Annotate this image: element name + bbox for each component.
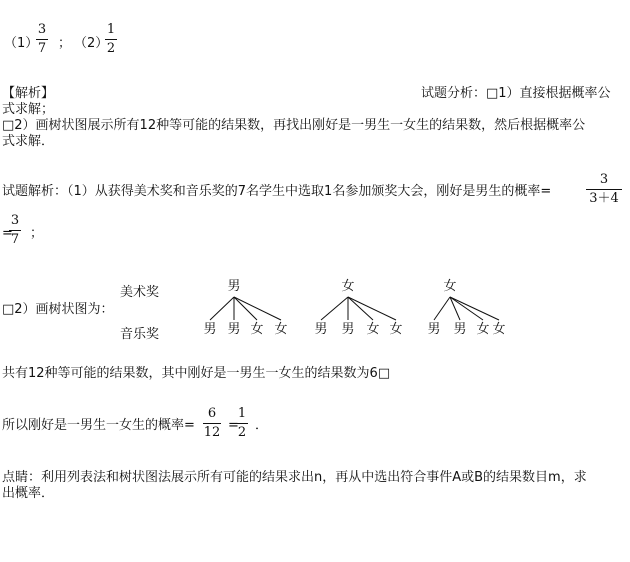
fraction-numerator: 3: [10, 213, 20, 228]
fraction-denominator: 3＋4: [589, 191, 619, 206]
result-line1: 共有12种等可能的结果数，其中刚好是一男生一女生的结果数为6□: [2, 366, 391, 381]
answer-part1-label: （1）: [4, 36, 39, 51]
tip-line2: 出概率．: [2, 486, 55, 501]
result-equals: =: [228, 418, 239, 433]
tree-branch-line: [434, 297, 450, 320]
analysis-heading: 试题分析：□1）直接根据概率公: [421, 86, 611, 101]
fraction-denominator: 7: [10, 232, 20, 247]
analysis-line4: 式求解．: [2, 134, 55, 149]
fraction-numerator: 3: [599, 172, 609, 187]
tree-row-label-music: 音乐奖: [120, 327, 160, 340]
tree-branch-line: [234, 297, 257, 320]
fraction-denominator: 7: [37, 41, 47, 56]
analysis-tag: 【解析】: [2, 86, 55, 101]
fraction-numerator: 6: [207, 406, 217, 421]
tree-groups: [203, 279, 505, 337]
tree-leaf-node: 男: [453, 322, 467, 337]
fraction-denominator: 12: [203, 425, 221, 440]
tree-leaf-node: 男: [314, 322, 328, 337]
tree-branch-line: [348, 297, 396, 320]
fraction-bar: [9, 230, 21, 231]
solution-fraction-1: [586, 172, 622, 207]
tree-leaf-node: 男: [427, 322, 441, 337]
result-prob-text: 所以刚好是一男生一女生的概率=: [2, 418, 195, 433]
tree-branch-line: [210, 297, 234, 320]
tree-leaf-node: 女: [250, 322, 264, 337]
fraction-bar: [105, 39, 117, 40]
analysis-line2: 式求解；: [2, 102, 55, 117]
solution-semicolon: ；: [30, 226, 44, 241]
tree-branch-line: [234, 297, 281, 320]
fraction-bar: [203, 423, 221, 424]
solution-equals: =: [2, 226, 13, 241]
result-fraction-1: [203, 406, 221, 441]
tree-leaf-node: 女: [476, 322, 490, 337]
fraction-denominator: 2: [237, 425, 247, 440]
tip-line1: 点睛：利用列表法和树状图法展示所有可能的结果求出n，再从中选出符合事件A或B的结果数目m，求: [2, 470, 587, 485]
tree-leaf-node: 女: [366, 322, 380, 337]
answer-separator: ；: [58, 36, 72, 51]
tree-row-label-art: 美术奖: [120, 285, 160, 300]
analysis-line3: □2）画树状图展示所有12种等可能的结果数，再找出刚好是一男生一女生的结果数，然后根据概率公: [2, 118, 586, 133]
result-period: ．: [255, 418, 269, 433]
tree-leaf-node: 女: [389, 322, 403, 337]
answer-part2-fraction: [105, 22, 117, 57]
tree-root-node: 女: [341, 279, 355, 294]
tree-leaf-node: 男: [341, 322, 355, 337]
answer-part1-fraction: [36, 22, 48, 57]
fraction-bar: [36, 39, 48, 40]
fraction-numerator: 1: [106, 22, 116, 37]
fraction-numerator: 1: [237, 406, 247, 421]
fraction-bar: [236, 423, 248, 424]
tree-branch-line: [321, 297, 348, 320]
tree-leaf-node: 女: [492, 322, 506, 337]
solution-part2-prefix: □2）画树状图为：: [2, 302, 114, 317]
fraction-numerator: 3: [37, 22, 47, 37]
tree-root-node: 女: [443, 279, 457, 294]
answer-part2-label: （2）: [74, 36, 109, 51]
tree-root-node: 男: [227, 279, 241, 294]
result-fraction-2: [236, 406, 248, 441]
tree-leaf-node: 男: [203, 322, 217, 337]
tree-branch-line: [450, 297, 499, 320]
tree-leaf-node: 男: [227, 322, 241, 337]
tree-leaf-node: 女: [274, 322, 288, 337]
solution-intro: 试题解析：（1）从获得美术奖和音乐奖的7名学生中选取1名参加颁奖大会，刚好是男生的概率=: [2, 184, 552, 199]
fraction-bar: [586, 189, 622, 190]
solution-fraction-2: [9, 213, 21, 248]
tree-diagram: [0, 270, 630, 340]
tree-branch-line: [348, 297, 373, 320]
fraction-denominator: 2: [106, 41, 116, 56]
